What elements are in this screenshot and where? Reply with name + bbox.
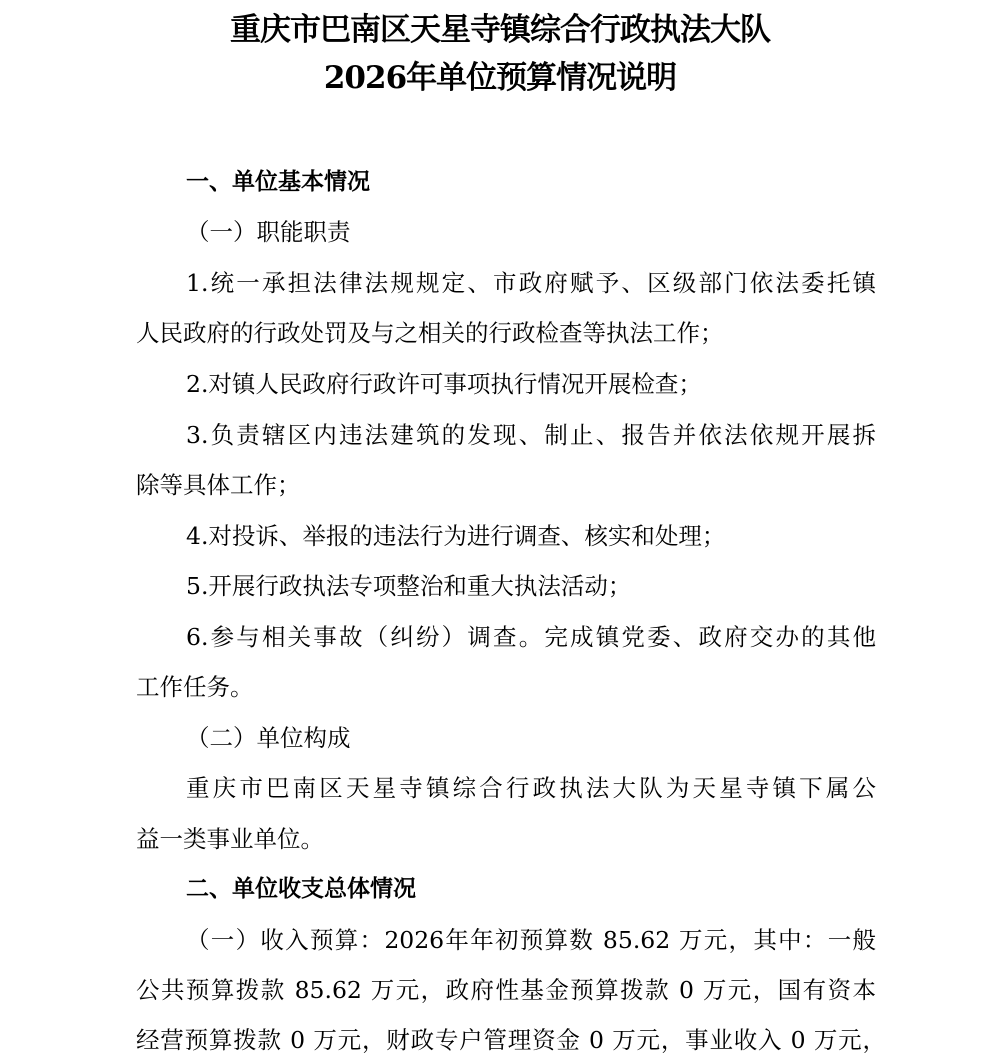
duty-item-3-line-2: 除等具体工作； — [136, 471, 301, 499]
duty-item-6-line-2: 工作任务。 — [136, 673, 254, 701]
section-heading-budget-overview: 二、单位收支总体情况 — [186, 876, 416, 902]
duty-item-3-line-1: 3.负责辖区内违法建筑的发现、制止、报告并依法依规开展拆 — [186, 421, 876, 449]
subsection-heading-duties: （一）职能职责 — [186, 218, 351, 246]
document-title-line-1: 重庆市巴南区天星寺镇综合行政执法大队 — [230, 12, 770, 48]
duty-item-2: 2.对镇人民政府行政许可事项执行情况开展检查； — [186, 370, 702, 398]
income-budget-line-3: 经营预算拨款 0 万元，财政专户管理资金 0 万元，事业收入 0 万元， — [136, 1026, 886, 1054]
document-title-line-2: 2026年单位预算情况说明 — [323, 60, 677, 96]
duty-item-1-line-2: 人民政府的行政处罚及与之相关的行政检查等执法工作； — [136, 319, 724, 347]
composition-paragraph-line-2: 益一类事业单位。 — [136, 825, 324, 853]
duty-item-1-line-1: 1.统一承担法律法规规定、市政府赋予、区级部门依法委托镇 — [186, 269, 876, 297]
income-budget-line-2: 公共预算拨款 85.62 万元，政府性基金预算拨款 0 万元，国有资本 — [136, 976, 876, 1004]
duty-item-5: 5.开展行政执法专项整治和重大执法活动； — [186, 572, 632, 600]
section-heading-basic-info: 一、单位基本情况 — [186, 169, 370, 195]
duty-item-4: 4.对投诉、举报的违法行为进行调查、核实和处理； — [186, 522, 726, 550]
composition-paragraph-line-1: 重庆市巴南区天星寺镇综合行政执法大队为天星寺镇下属公 — [186, 774, 876, 802]
subsection-heading-composition: （二）单位构成 — [186, 724, 351, 752]
duty-item-6-line-1: 6.参与相关事故（纠纷）调查。完成镇党委、政府交办的其他 — [186, 623, 876, 651]
income-budget-line-1: （一）收入预算：2026年年初预算数 85.62 万元，其中：一般 — [186, 926, 876, 954]
